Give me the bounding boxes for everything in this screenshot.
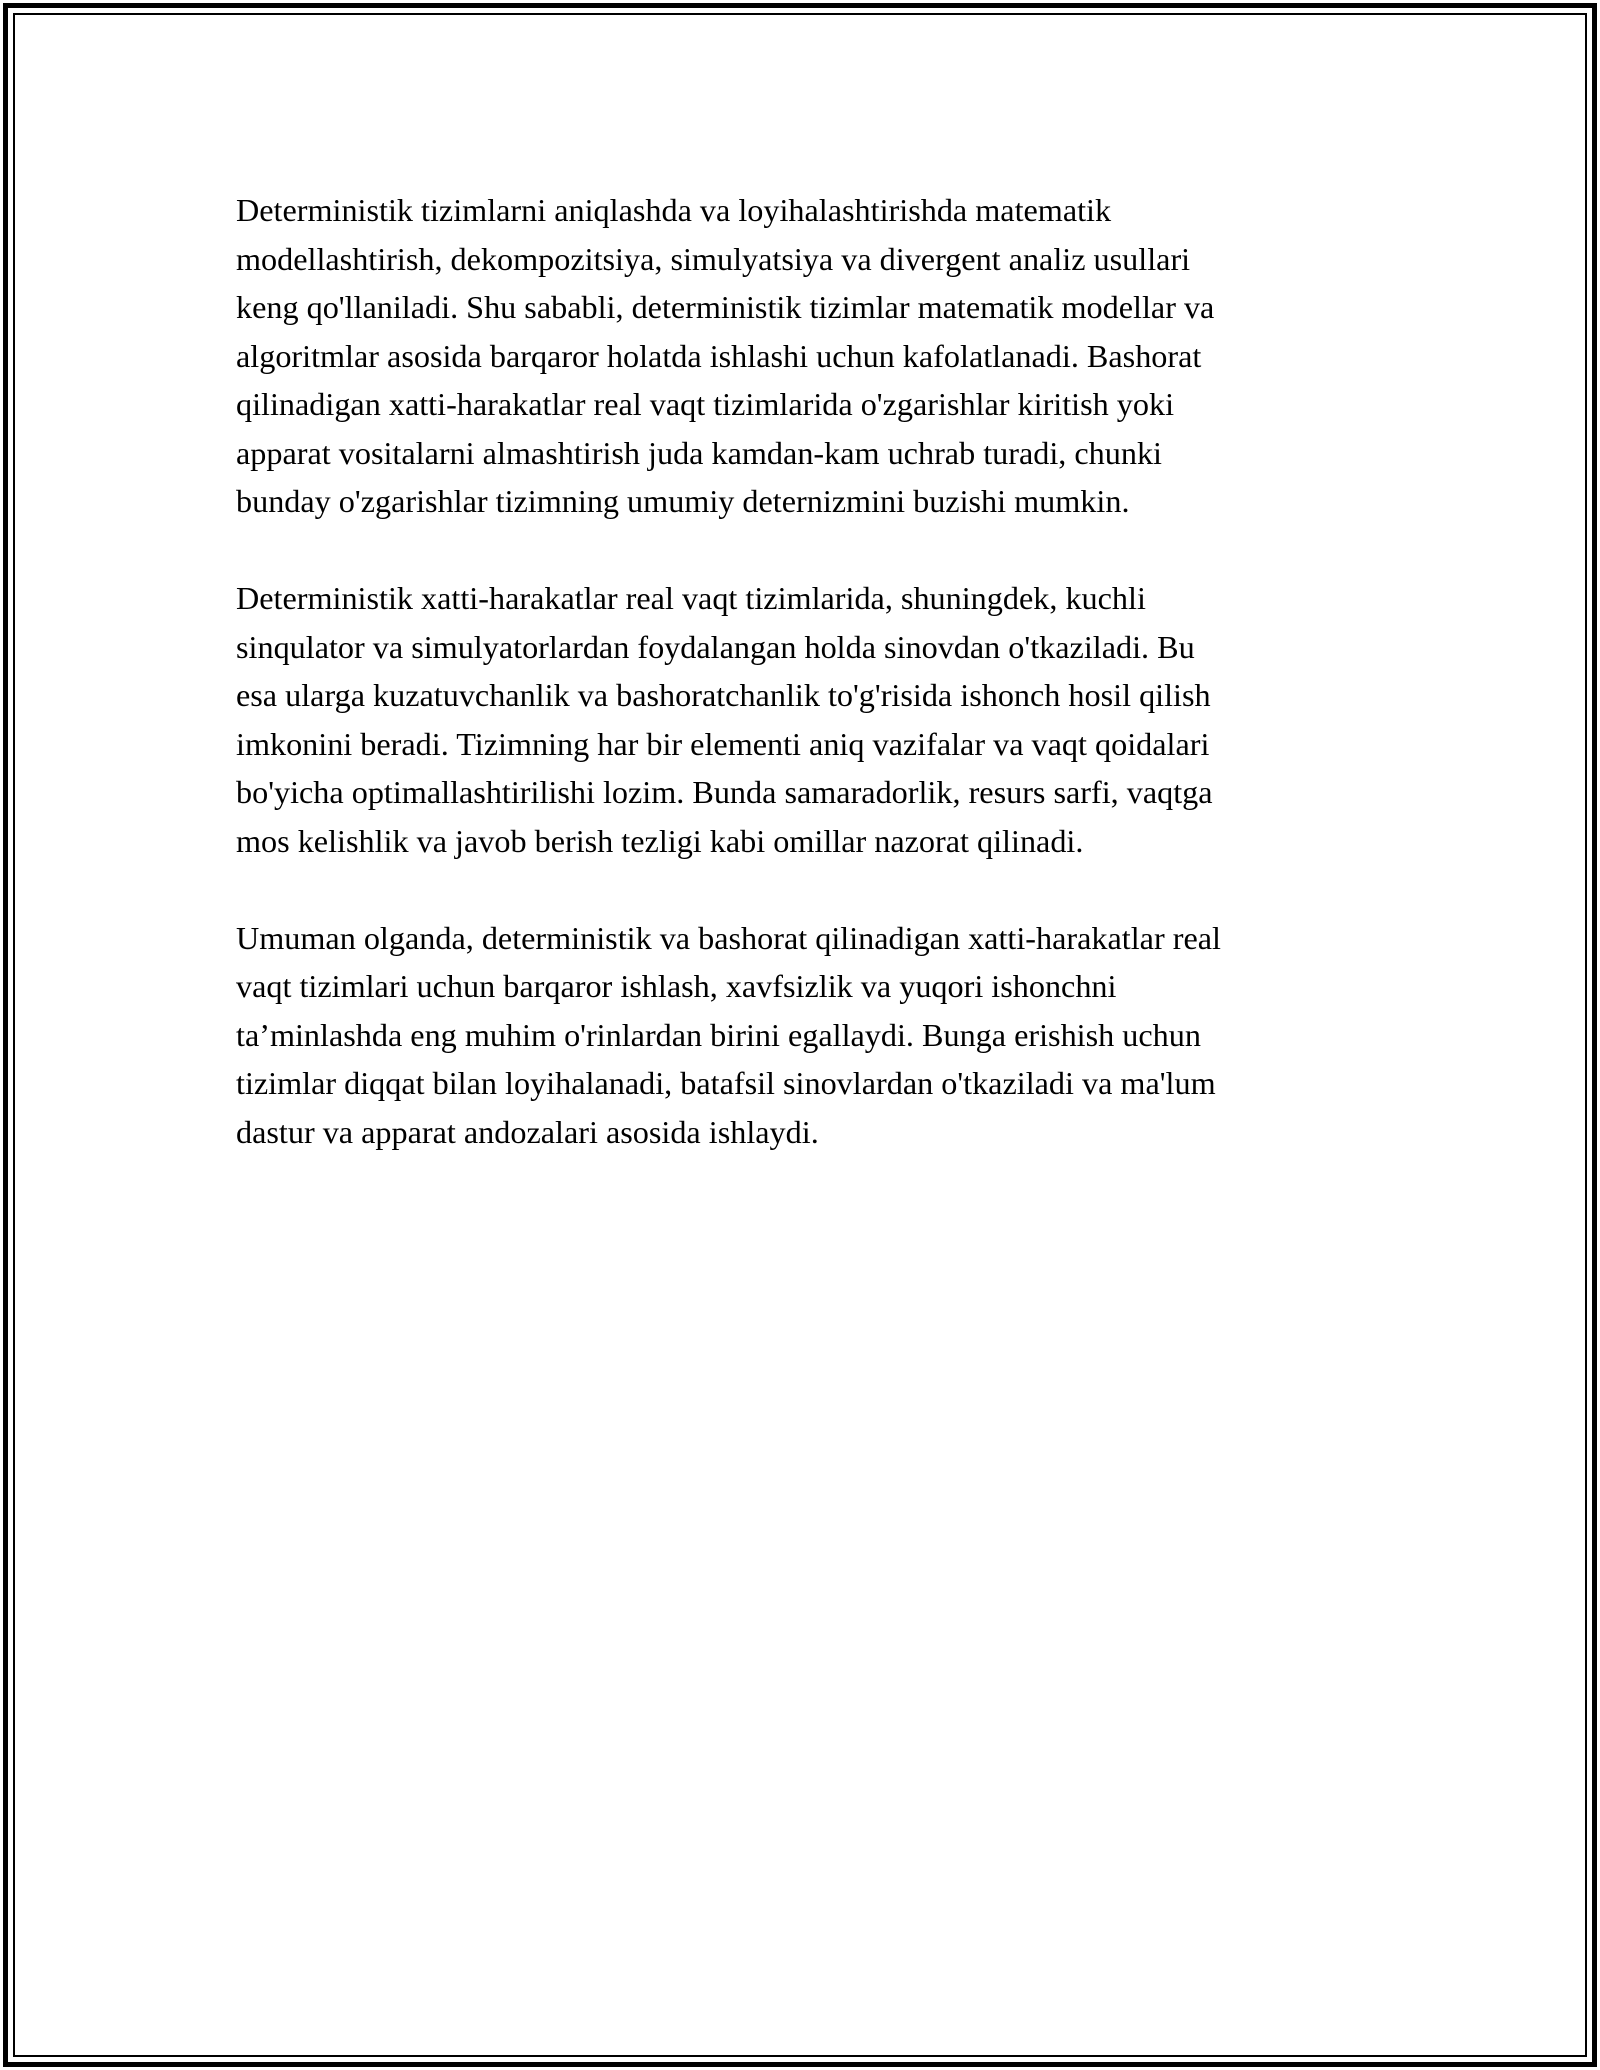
document-body [236, 186, 1372, 1205]
text-line: bo'yicha optimallashtirilishi lozim. Bunda samaradorlik, resurs sarfi, vaqtga [236, 774, 1213, 810]
text-line: qilinadigan xatti-harakatlar real vaqt tizimlarida o'zgarishlar kiritish yoki [236, 386, 1175, 422]
text-line: apparat vositalarni almashtirish juda kamdan-kam uchrab turadi, chunki [236, 434, 1162, 471]
text-line: Deterministik xatti-harakatlar real vaqt tizimlarida, shuningdek, kuchli [236, 580, 1146, 616]
paragraph-1 [236, 186, 1372, 526]
text-line: mos kelishlik va javob berish tezligi kabi omillar nazorat qilinadi. [236, 822, 1084, 859]
text-line: keng qo'llaniladi. Shu sababli, deterministik tizimlar matematik modellar va [236, 289, 1215, 325]
text-line: imkonini beradi. Tizimning har bir elementi aniq vazifalar va vaqt qoidalari [236, 725, 1210, 762]
text-line: modellashtirish, dekompozitsiya, simulyatsiya va divergent analiz usullari [236, 240, 1191, 277]
paragraph-2 [236, 574, 1372, 865]
text-line: Umuman olganda, deterministik va bashorat qilinadigan xatti-harakatlar real [236, 919, 1221, 956]
text-line: Deterministik tizimlarni aniqlashda va loyihalashtirishda matematik [236, 192, 1112, 228]
text-line: algoritmlar asosida barqaror holatda ishlashi uchun kafolatlanadi. Bashorat [236, 337, 1202, 374]
text-line: esa ularga kuzatuvchanlik va bashoratchanlik to'g'risida ishonch hosil qilish [236, 677, 1211, 713]
text-line: vaqt tizimlari uchun barqaror ishlash, xavfsizlik va yuqori ishonchni [236, 968, 1117, 1004]
text-line: tizimlar diqqat bilan loyihalanadi, batafsil sinovlardan o'tkaziladi va ma'lum [236, 1065, 1216, 1101]
paragraph-3 [236, 914, 1372, 1157]
text-line: ta’minlashda eng muhim o'rinlardan birini egallaydi. Bunga erishish uchun [236, 1016, 1201, 1053]
text-line: sinqulator va simulyatorlardan foydalangan holda sinovdan o'tkaziladi. Bu [236, 628, 1195, 665]
text-line: bunday o'zgarishlar tizimning umumiy deternizmini buzishi mumkin. [236, 483, 1130, 519]
text-line: dastur va apparat andozalari asosida ishlaydi. [236, 1113, 819, 1150]
